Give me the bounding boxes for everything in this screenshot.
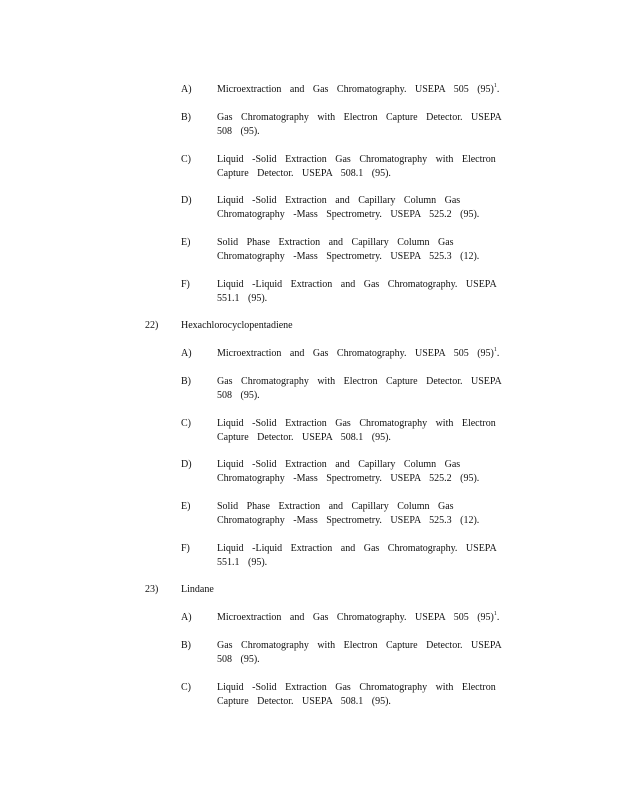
item-text-line: [217, 347, 522, 361]
item-text: [217, 153, 522, 181]
item-text: [217, 194, 522, 222]
item-text-tail: .: [496, 84, 500, 95]
item-text-line: Liquid -Liquid Extraction and Gas Chromatography. USEPA: [217, 279, 497, 290]
item-text-line: Chromatography -Mass Spectrometry. USEPA 525.2 (95).: [217, 473, 480, 484]
section-title: Hexachlorocyclopentadiene: [181, 320, 293, 331]
item-text-line: Gas Chromatography with Electron Capture Detector. USEPA: [217, 640, 502, 651]
item-text-line: Capture Detector. USEPA 508.1 (95).: [217, 432, 391, 443]
item-letter: A): [181, 348, 192, 359]
item-text-tail: .: [496, 348, 500, 359]
item-text-line: Liquid -Solid Extraction and Capillary Column Gas: [217, 459, 461, 470]
section-number: 23): [145, 584, 159, 595]
item-letter: E): [181, 501, 191, 512]
item-text-line: [217, 611, 522, 625]
item-text: [217, 236, 522, 264]
item-text-line: Capture Detector. USEPA 508.1 (95).: [217, 168, 391, 179]
item-text-tail: .: [496, 612, 500, 623]
section-number: 22): [145, 320, 159, 331]
item-letter: C): [181, 418, 191, 429]
item-text: [217, 278, 522, 306]
item-text-line: Solid Phase Extraction and Capillary Column Gas: [217, 237, 454, 248]
item-text: [217, 500, 522, 528]
item-text-content: Microextraction and Gas Chromatography. USEPA 505 (95): [217, 348, 494, 359]
section-title: Lindane: [181, 584, 214, 595]
item-letter: E): [181, 237, 191, 248]
item-text-line: Liquid -Solid Extraction Gas Chromatography with Electron: [217, 682, 496, 693]
footnote-marker: 1: [493, 611, 497, 617]
footnote-marker: 1: [493, 83, 497, 89]
item-text-line: Liquid -Solid Extraction and Capillary Column Gas: [217, 195, 461, 206]
item-text: [217, 347, 522, 361]
item-text: [217, 111, 522, 139]
item-text-line: Chromatography -Mass Spectrometry. USEPA 525.3 (12).: [217, 515, 480, 526]
item-letter: A): [181, 612, 192, 623]
item-letter: F): [181, 543, 190, 554]
item-text-line: 508 (95).: [217, 390, 260, 401]
item-letter: B): [181, 112, 191, 123]
item-text: [217, 681, 522, 709]
item-text: [217, 639, 522, 667]
item-text: [217, 83, 522, 97]
item-text-line: Liquid -Solid Extraction Gas Chromatography with Electron: [217, 154, 496, 165]
item-text: [217, 458, 522, 486]
item-text-content: Microextraction and Gas Chromatography. USEPA 505 (95): [217, 612, 494, 623]
item-text-line: Chromatography -Mass Spectrometry. USEPA 525.3 (12).: [217, 251, 480, 262]
item-text-line: Liquid -Liquid Extraction and Gas Chromatography. USEPA: [217, 543, 497, 554]
item-text-line: Liquid -Solid Extraction Gas Chromatography with Electron: [217, 418, 496, 429]
item-letter: A): [181, 84, 192, 95]
footnote-marker: 1: [493, 347, 497, 353]
item-letter: D): [181, 195, 192, 206]
item-text: [217, 611, 522, 625]
item-text-line: [217, 83, 522, 97]
item-text-line: 551.1 (95).: [217, 557, 268, 568]
item-text-line: Gas Chromatography with Electron Capture Detector. USEPA: [217, 112, 502, 123]
item-text-line: Solid Phase Extraction and Capillary Column Gas: [217, 501, 454, 512]
item-text: [217, 417, 522, 445]
item-text-line: 551.1 (95).: [217, 293, 268, 304]
item-letter: B): [181, 376, 191, 387]
item-text-line: Capture Detector. USEPA 508.1 (95).: [217, 696, 391, 707]
item-text-line: 508 (95).: [217, 126, 260, 137]
item-letter: B): [181, 640, 191, 651]
item-text-line: 508 (95).: [217, 654, 260, 665]
item-letter: D): [181, 459, 192, 470]
item-text-line: Chromatography -Mass Spectrometry. USEPA 525.2 (95).: [217, 209, 480, 220]
item-letter: C): [181, 154, 191, 165]
item-text: [217, 542, 522, 570]
item-text-line: Gas Chromatography with Electron Capture Detector. USEPA: [217, 376, 502, 387]
item-text-content: Microextraction and Gas Chromatography. USEPA 505 (95): [217, 84, 494, 95]
item-text: [217, 375, 522, 403]
item-letter: C): [181, 682, 191, 693]
item-letter: F): [181, 279, 190, 290]
